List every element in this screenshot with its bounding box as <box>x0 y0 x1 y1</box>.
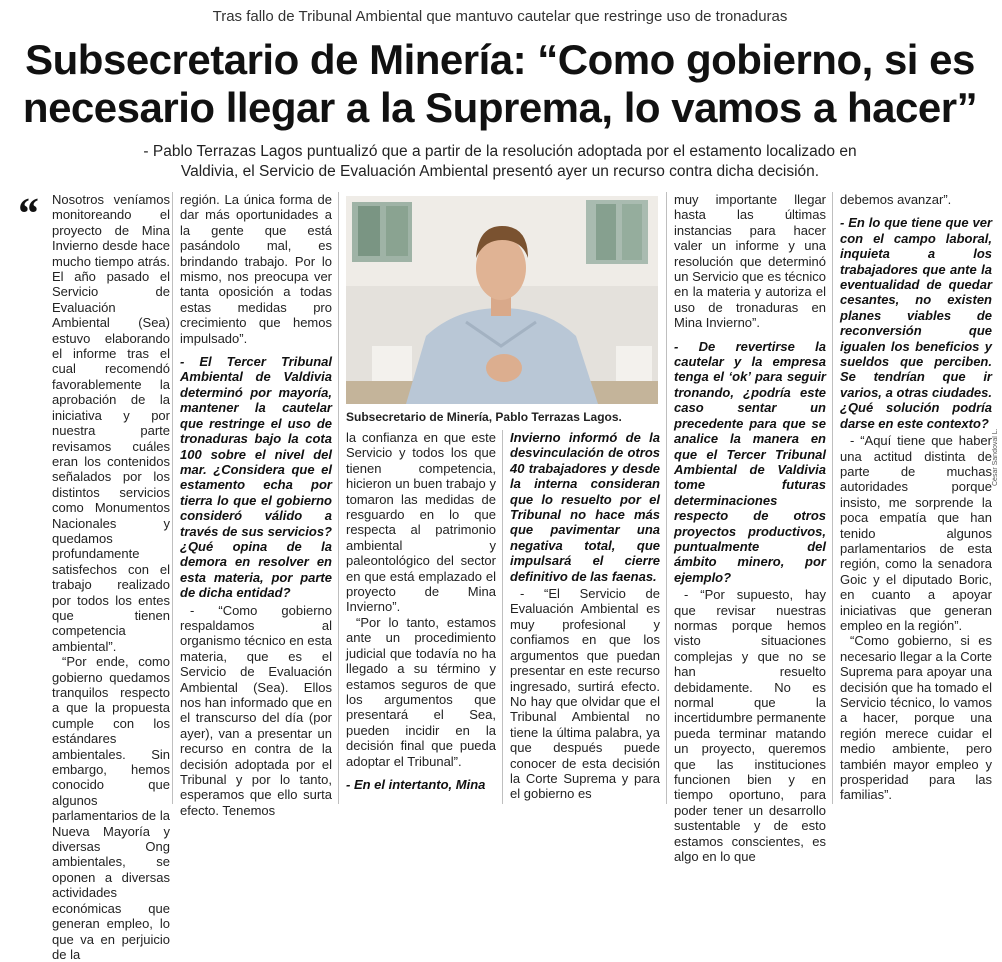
headline-line-2: necesario llegar a la Suprema, lo vamos a hacer” <box>22 84 978 131</box>
column-6 <box>840 192 992 804</box>
column-1 <box>52 192 170 962</box>
photo-caption: Subsecretario de Minería, Pablo Terrazas Lagos. <box>346 410 622 424</box>
paragraph: “Como gobierno, si es necesario llegar a la Corte Suprema para apoyar una decisión que ha tomado el Servicio técnico, lo vamos a hacer, porque una región merece cuidar el medio ambiente, pero también mayor empleo y prosperidad para las familias”. <box>840 633 992 803</box>
interview-question: - El Tercer Tribunal Ambiental de Valdivia determinó por mayoría, mantener la cautelar que restringe el uso de tronaduras bajo la cota 100 sobre el nivel del mar. ¿Considera que el estamento echa por tierra lo que el gobierno consideró válido a través de sus servicios? ¿Qué opina de la demora en resolver en esta materia, por parte de dicha entidad? <box>180 354 332 601</box>
column-3 <box>346 430 496 804</box>
photo-illustration <box>346 196 658 404</box>
paragraph: Nosotros veníamos monitoreando el proyecto de Mina Invierno desde hace mucho tiempo atrás. El año pasado el Servicio de Evaluación Ambiental (Sea) estuvo elaborando el informe tras el cual recomendó favorablemente la aprobación de la iniciativa y por nuestra parte revisamos cuáles eran los contenidos señalados por los distintos servicios como Monumentos Nacionales y quedamos profundamente satisfechos con el trabajo realizado por todos los entes que tienen competencia ambiental”. <box>52 192 170 654</box>
paragraph: - “Por supuesto, hay que revisar nuestras normas porque hemos visto situaciones complejas y que no se han resuelto debidamente. No es normal que la incertidumbre permanente pueda terminar matando un proyecto, queremos que las instituciones funcionen bien y en tiempo oportuno, para poder tener un desarrollo sustentable y de esto estamos conscientes, es algo en lo que <box>674 587 826 865</box>
paragraph: región. La única forma de dar más oportunidades a la gente que está pasándolo mal, es brindando trabajo. Por lo mismo, nos preocupa ver tanta oposición a todas estas medidas pro crecimiento que hemos impulsado”. <box>180 192 332 346</box>
paragraph: debemos avanzar”. <box>840 192 952 207</box>
paragraph: “Por lo tanto, estamos ante un procedimiento judicial que todavía no ha llegado a su término y estamos seguros de que los argumentos que presentará el Sea, pueden incidir en la decisión final que pueda adoptar el Tribunal”. <box>346 614 496 769</box>
headline <box>0 36 1000 132</box>
interview-question: - En el intertanto, Mina <box>346 776 486 792</box>
column-rule <box>666 192 667 804</box>
bajada-line-1: - Pablo Terrazas Lagos puntualizó que a partir de la resolución adoptada por el estamento localizado en <box>143 143 857 160</box>
column-rule <box>172 192 173 804</box>
bajada-line-2: Valdivia, el Servicio de Evaluación Ambiental presentó ayer un recurso contra dicha decisión. <box>180 163 820 180</box>
column-rule <box>502 430 503 804</box>
paragraph: - “El Servicio de Evaluación Ambiental es muy profesional y confiamos en que los argumentos que puedan presentar en este recurso ingresado, surtirá efecto. No hay que olvidar que el Tribunal Ambiental no tiene la última palabra, ya que después puede conocer de esta decisión la Corte Suprema y para el gobierno es <box>510 586 660 802</box>
column-rule <box>832 192 833 804</box>
column-5 <box>674 192 826 865</box>
column-rule <box>338 192 339 804</box>
column-4 <box>510 430 660 804</box>
paragraph: la confianza en que este Servicio y todos los que tienen competencia, hicieron un buen trabajo y tomaron las medidas de resguardo en lo que respecta al patrimonio ambiental y paleontológico del sector en que está emplazado el proyecto de Mina Invierno”. <box>346 430 496 615</box>
paragraph: - “Como gobierno respaldamos al organismo técnico en esta materia, que es el Servicio de Evaluación Ambiental (Sea). Ellos nos han informado que en el transcurso del día (por ayer), van a presentar un recurso en contra de la decisión adoptada por el Tribunal y por lo tanto, esperamos que ello surta efecto. Tenemos <box>180 602 332 818</box>
paragraph: - “Aquí tiene que haber una actitud distinta de parte de muchas autoridades porque insisto, me sorprende la poca empatía que han tenido algunos parlamentarios de esta región, como la senadora Goic y el diputado Boric, en cuanto a apoyar iniciativas que generan empleo en la región”. <box>840 433 992 633</box>
interview-question: - En lo que tiene que ver con el campo laboral, inquieta a los trabajadores que ante la eventualidad de quedar cesantes, no existen planes viables de reconversión que igualen los beneficios y sueldos que perciben. Se tendrían que ir varios, a otras ciudades. ¿Qué solución podría darse en este contexto? <box>840 215 992 431</box>
photo-credit: César Sandoval L. <box>992 428 999 486</box>
headline-line-1: Subsecretario de Minería: “Como gobierno, si es <box>25 36 975 83</box>
paragraph: muy importante llegar hasta las últimas instancias para hacer valer un informe y una resolución que determinó un Servicio que es técnico en la materia y autoriza el uso de tronaduras en Mina Invierno”. <box>674 192 826 331</box>
open-quote-mark: “ <box>16 189 38 238</box>
kicker: Tras fallo de Tribunal Ambiental que mantuvo cautelar que restringe uso de tronaduras <box>212 8 788 25</box>
column-2 <box>180 192 332 818</box>
paragraph: “Por ende, como gobierno quedamos tranquilos respecto a que la propuesta cumple con los estándares ambientales. Sin embargo, hemos conocido que algunos parlamentarios de la Nueva Mayoría y diversas Ong ambientales, se oponen a diversas actividades económicas que generan empleo, lo que va en perjuicio de la <box>52 654 170 962</box>
interview-question: - De revertirse la cautelar y la empresa tenga el ‘ok’ para seguir tronando, ¿podría este caso sentar un precedente para que se analice la manera en que el Tercer Tribunal Ambiental de Valdivia tome futuras determinaciones respecto de otros proyectos productivos, puntualmente del ámbito minero, por ejemplo? <box>674 338 826 585</box>
interview-question: Invierno informó de la desvinculación de otros 40 trabajadores y desde la interna consideran que lo resuelto por el Tribunal no hace más que pavimentar una negativa total, que impulsará el cierre definitivo de las faenas. <box>510 430 660 584</box>
bajada <box>100 142 900 182</box>
